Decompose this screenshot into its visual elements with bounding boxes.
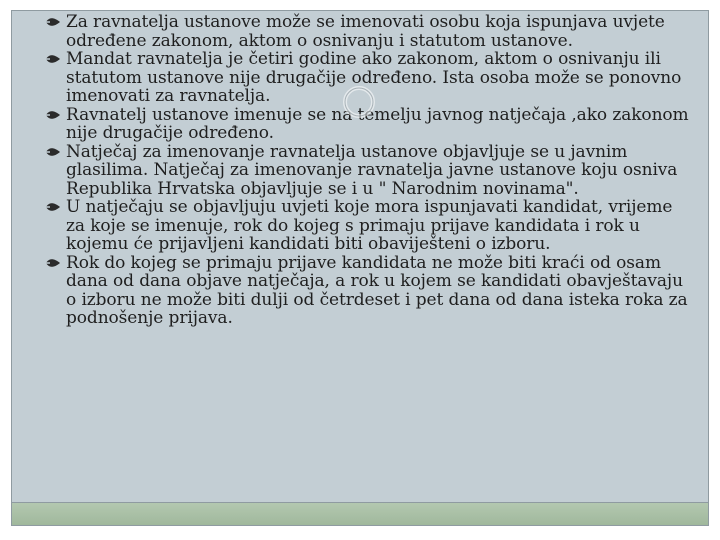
bullet-item <box>44 13 694 50</box>
bullet-text: U natječaju se objavljuju uvjeti koje mora ispunjavati kandidat, vrijeme za koje se imenuje, rok do kojeg s primaju prijave kandidata i rok u kojemu će prijavljeni kandidati biti obaviješteni o izboru. <box>66 197 673 254</box>
flourish-bullet-icon <box>44 15 62 29</box>
bullet-list <box>44 13 694 328</box>
bullet-item <box>44 198 694 254</box>
bullet-item <box>44 254 694 328</box>
bullet-text: Za ravnatelja ustanove može se imenovati osobu koja ispunjava uvjete određene zakonom, aktom o osnivanju i statutom ustanove. <box>66 12 665 51</box>
bullet-item <box>44 143 694 199</box>
loading-ring-icon <box>341 84 377 120</box>
bullet-text: Ravnatelj ustanove imenuje se na temelju javnog natječaja ,ako zakonom nije drugačije određeno. <box>66 104 689 143</box>
bullet-text: Mandat ravnatelja je četiri godine ako zakonom, aktom o osnivanju ili statutom ustanove nije drugačije određeno. Ista osoba može se ponovno imenovati za ravnatelja. <box>66 49 682 106</box>
flourish-bullet-icon <box>44 200 62 214</box>
flourish-bullet-icon <box>44 256 62 270</box>
flourish-bullet-icon <box>44 108 62 122</box>
bullet-text: Rok do kojeg se primaju prijave kandidata ne može biti kraći od osam dana od dana objave natječaja, a rok u kojem se kandidati obavještavaju o izboru ne može biti dulji od četrdeset i pet dana od dana isteka roka za podnošenje prijava. <box>66 252 688 328</box>
flourish-bullet-icon <box>44 145 62 159</box>
flourish-bullet-icon <box>44 52 62 66</box>
footer-bar <box>11 502 709 526</box>
bullet-text: Natječaj za imenovanje ravnatelja ustanove objavljuje se u javnim glasilima. Natječaj za imenovanje ravnatelja javne ustanove koju osniva Republika Hrvatska objavljuje se i u " Narodnim novinama". <box>66 141 678 199</box>
